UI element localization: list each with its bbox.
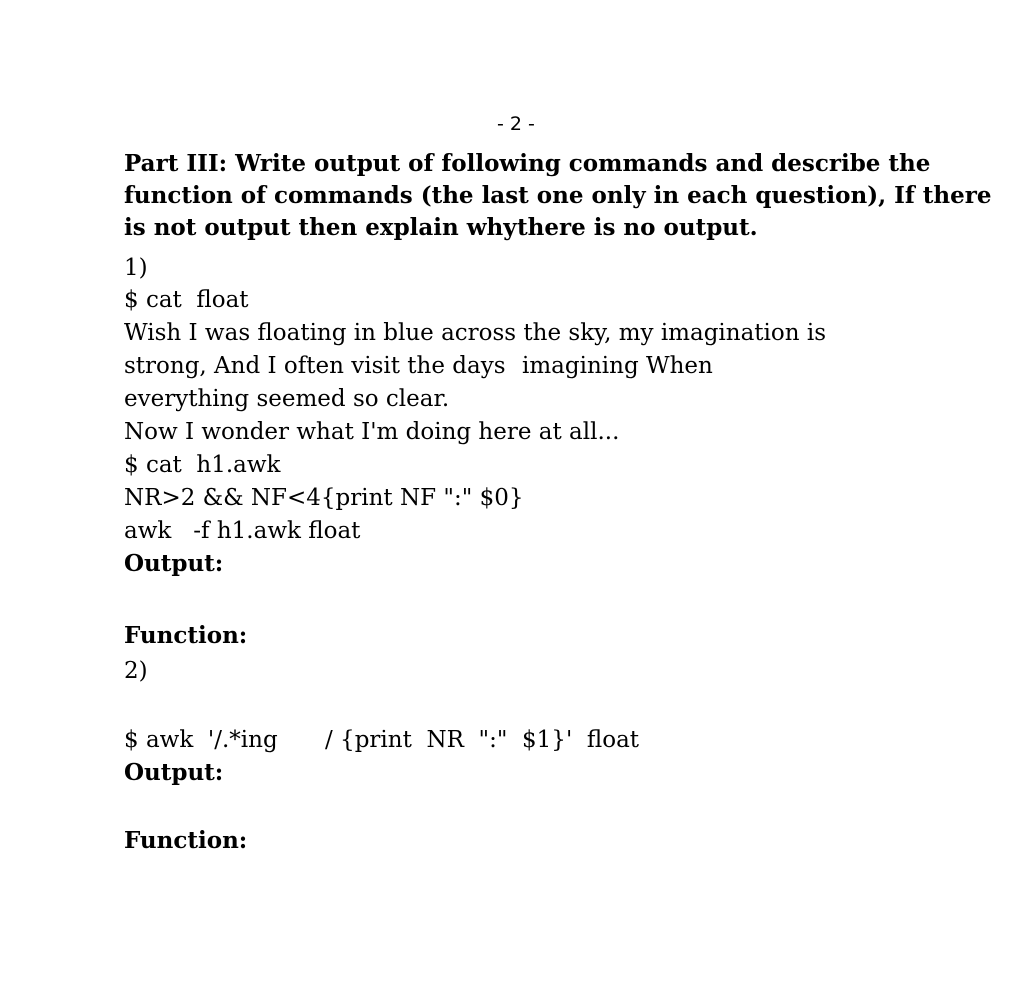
command-awk-part-2: / {print NR ":" $1}' float bbox=[325, 727, 640, 753]
awk-script: NR>2 && NF<4{print NF ":" $0} bbox=[124, 485, 524, 511]
command-cat-float: $ cat float bbox=[124, 287, 249, 313]
command-run-awk: awk -f h1.awk float bbox=[124, 518, 361, 544]
question-1-output-label: Output: bbox=[124, 550, 224, 577]
poem-line-4: Now I wonder what I'm doing here at all... bbox=[124, 419, 620, 445]
heading-line-3b: there is no output. bbox=[517, 214, 758, 241]
heading-line-3a: is not output then explain why bbox=[124, 214, 517, 241]
question-2-number: 2) bbox=[124, 658, 148, 684]
heading-line-2: function of commands (the last one only in each question), If there bbox=[124, 182, 992, 209]
page-number: - 2 - bbox=[497, 113, 535, 135]
poem-line-1: Wish I was floating in blue across the sky, my imagination is bbox=[124, 320, 827, 346]
question-2-function-label: Function: bbox=[124, 827, 248, 854]
question-1-number: 1) bbox=[124, 255, 148, 281]
poem-line-2a: strong, And I often visit the days bbox=[124, 353, 506, 379]
question-2-output-label: Output: bbox=[124, 759, 224, 786]
poem-line-3: everything seemed so clear. bbox=[124, 386, 450, 412]
command-awk-part-1: $ awk '/.*ing bbox=[124, 727, 278, 753]
heading-line-1: Part III: Write output of following commands and describe the bbox=[124, 150, 931, 177]
poem-line-2b: imagining When bbox=[522, 353, 713, 379]
command-cat-awk: $ cat h1.awk bbox=[124, 452, 281, 478]
question-1-function-label: Function: bbox=[124, 622, 248, 649]
